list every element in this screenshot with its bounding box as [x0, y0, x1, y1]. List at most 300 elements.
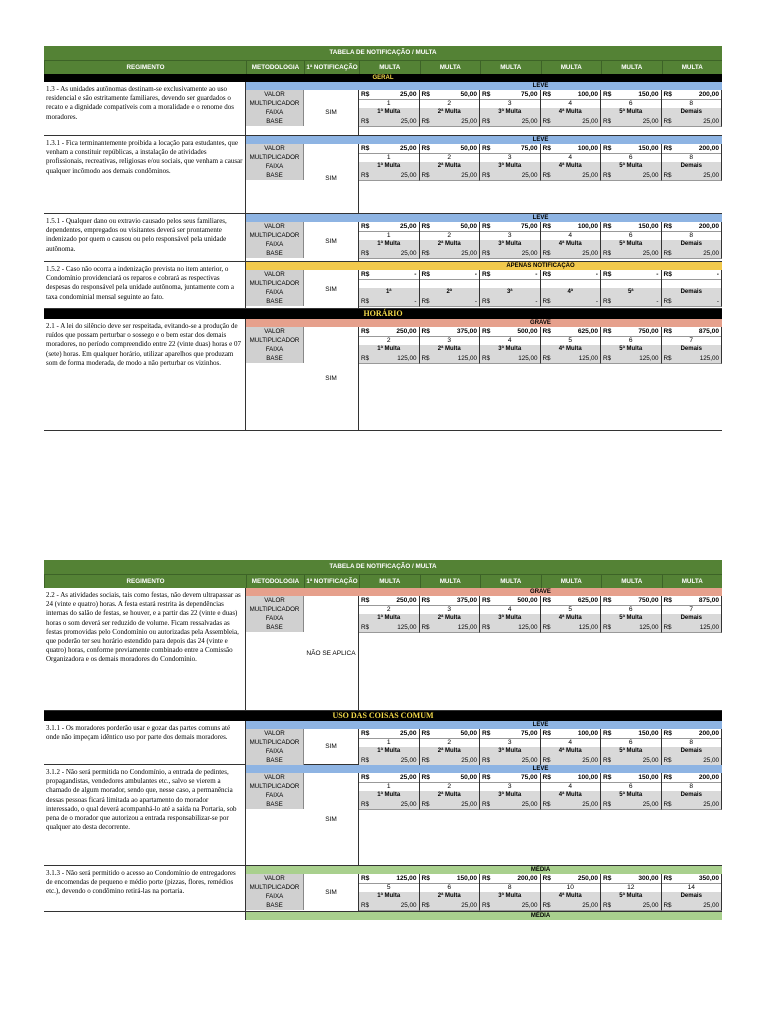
- currency: R$: [482, 172, 491, 179]
- base-value: [480, 354, 541, 364]
- multiplier-value: 4: [541, 782, 602, 792]
- currency: R$: [482, 730, 491, 737]
- amount: 25,00: [400, 757, 417, 764]
- currency: R$: [421, 624, 430, 631]
- range-value: 4ª Multa: [541, 747, 602, 757]
- currency: R$: [421, 597, 430, 604]
- base-value: [420, 171, 481, 181]
- col-multa: MULTA: [601, 61, 662, 74]
- amount: -: [535, 298, 538, 305]
- range-value: 2ª: [420, 288, 481, 298]
- multiplier-value: 1: [359, 738, 420, 748]
- amount: 200,00: [698, 223, 719, 230]
- severity-band: LEVE: [359, 82, 722, 90]
- range-value: Demais: [662, 162, 723, 172]
- range-value: 1ª Multa: [359, 892, 420, 902]
- range-value: Demais: [662, 108, 723, 118]
- currency: R$: [361, 624, 370, 631]
- label-base: BASE: [246, 297, 304, 306]
- currency: R$: [603, 145, 612, 152]
- amount: 100,00: [577, 730, 598, 737]
- label-valor: VALOR: [246, 596, 304, 606]
- col-notificacao: 1ª NOTIFICAÇÃO: [304, 61, 359, 74]
- range-value: 2ª Multa: [420, 108, 481, 118]
- amount: -: [474, 298, 477, 305]
- severity-band: LEVE: [359, 721, 722, 729]
- currency: R$: [421, 730, 430, 737]
- base-value: [480, 623, 541, 633]
- amount: 75,00: [520, 91, 538, 98]
- label-multiplicador: MULTIPLICADOR: [246, 782, 304, 792]
- severity-band: LEVE: [359, 765, 722, 773]
- multiplier-value: 3: [480, 782, 541, 792]
- multiplier-value: 5: [541, 336, 602, 346]
- amount: 750,00: [638, 328, 659, 335]
- range-value: 5ª Multa: [601, 108, 662, 118]
- amount: 25,00: [399, 223, 417, 230]
- severity-band: LEVE: [359, 136, 722, 144]
- label-base: BASE: [246, 171, 304, 180]
- base-value: [420, 623, 481, 633]
- multiplier-value: 6: [601, 336, 662, 346]
- range-value: 1ª: [359, 288, 420, 298]
- range-value: 4ª Multa: [541, 892, 602, 902]
- currency: R$: [482, 624, 491, 631]
- currency: R$: [542, 624, 551, 631]
- multiplier-value: 3: [480, 99, 541, 109]
- range-value: 1ª Multa: [359, 747, 420, 757]
- amount: 25,00: [642, 902, 659, 909]
- amount: 125,00: [639, 355, 659, 362]
- range-value: 5ª Multa: [601, 345, 662, 355]
- range-value: 3ª Multa: [480, 892, 541, 902]
- amount: 125,00: [699, 624, 719, 631]
- range-value: 4ª Multa: [541, 345, 602, 355]
- amount: 25,00: [521, 902, 538, 909]
- amount: 50,00: [460, 730, 477, 737]
- label-faixa: FAIXA: [246, 162, 304, 172]
- amount: 375,00: [456, 328, 477, 335]
- currency: R$: [663, 298, 672, 305]
- amount: 125,00: [397, 624, 417, 631]
- currency: R$: [603, 91, 612, 98]
- base-value: [662, 117, 723, 127]
- base-value: [420, 800, 481, 810]
- multiplier-value: 8: [662, 99, 723, 109]
- col-multa: MULTA: [601, 575, 662, 588]
- multiplier-value: 3: [480, 738, 541, 748]
- notification-value: SIM: [304, 270, 359, 308]
- amount: -: [595, 271, 598, 278]
- base-value: [420, 354, 481, 364]
- range-value: 3ª: [480, 288, 541, 298]
- amount: 125,00: [518, 624, 538, 631]
- col-metodologia: METODOLOGIA: [246, 61, 304, 74]
- severity-band: MÉDIA: [359, 866, 722, 874]
- range-value: 5ª Multa: [601, 747, 662, 757]
- amount: 25,00: [521, 250, 538, 257]
- range-value: 1ª Multa: [359, 614, 420, 624]
- amount: 25,00: [582, 757, 598, 764]
- range-value: 4ª Multa: [541, 108, 602, 118]
- multiplier-value: 6: [601, 738, 662, 748]
- amount: -: [716, 271, 719, 278]
- amount: 25,00: [461, 902, 477, 909]
- label-multiplicador: MULTIPLICADOR: [246, 99, 304, 109]
- amount: 50,00: [460, 91, 477, 98]
- band-pad: [246, 214, 359, 222]
- currency: R$: [542, 774, 551, 781]
- range-value: Demais: [662, 614, 723, 624]
- severity-band: GRAVE: [359, 319, 722, 327]
- amount: 25,00: [703, 172, 719, 179]
- base-value: [541, 297, 602, 307]
- amount: 25,00: [582, 902, 598, 909]
- multiplier-value: 12: [601, 883, 662, 893]
- label-valor: VALOR: [246, 773, 304, 783]
- severity-band: LEVE: [359, 214, 722, 222]
- multiplier-value: 6: [601, 153, 662, 163]
- label-base: BASE: [246, 354, 304, 363]
- label-base: BASE: [246, 800, 304, 809]
- table-title: TABELA DE NOTIFICAÇÃO / MULTA: [44, 46, 722, 61]
- label-faixa: FAIXA: [246, 288, 304, 298]
- amount: 25,00: [582, 118, 598, 125]
- amount: 25,00: [642, 172, 659, 179]
- amount: 375,00: [456, 597, 477, 604]
- currency: R$: [663, 145, 672, 152]
- currency: R$: [663, 801, 672, 808]
- base-value: [601, 901, 662, 911]
- currency: R$: [603, 118, 612, 125]
- currency: R$: [482, 902, 491, 909]
- table-header: [44, 560, 722, 588]
- base-value: [541, 117, 602, 127]
- amount: 150,00: [638, 730, 659, 737]
- amount: 125,00: [699, 355, 719, 362]
- amount: 100,00: [577, 145, 598, 152]
- amount: 50,00: [460, 223, 477, 230]
- regimento-text: 1.3 - As unidades autônomas destinam-se exclusivamente ao uso residencial e são estritamente familiares, devendo ser guardados o recato e a dignidade compatíveis com a moralidade e o renome dos moradores.: [44, 82, 246, 135]
- amount: 875,00: [698, 328, 719, 335]
- currency: R$: [603, 223, 612, 230]
- currency: R$: [603, 875, 612, 882]
- table-row: [44, 866, 722, 912]
- base-value: [601, 249, 662, 259]
- regimento-text: 3.1.1 - Os moradores porderão usar e gozar das partes comuns até onde não impeçam idêntico uso por parte dos demais moradores.: [44, 721, 246, 764]
- currency: R$: [361, 757, 370, 764]
- regimento-text: 3.1.2 - Não será permitida no Condomínio, a entrada de pedintes, propagandistas, vendedores ambulantes etc., salvo se vierem a chamado de algum morador, sendo que, nesse caso, a permanência dessas pessoas ficará limitada ao apartamento do morador interessado, o qual deverá acompanhá-lo até a saída na Portaria, sob pena de o morador que autorizou a entrada responsabilizar-se por qualquer ato desta decorrente.: [44, 765, 246, 865]
- band-pad: [246, 912, 359, 920]
- currency: R$: [482, 355, 491, 362]
- amount: 125,00: [639, 624, 659, 631]
- col-regimento: REGIMENTO: [44, 61, 246, 74]
- label-multiplicador: MULTIPLICADOR: [246, 153, 304, 163]
- col-multa: MULTA: [420, 61, 481, 74]
- amount: 625,00: [577, 328, 598, 335]
- table-row: [44, 214, 722, 262]
- table-body: [44, 588, 722, 912]
- currency: R$: [361, 597, 370, 604]
- amount: 125,00: [578, 355, 598, 362]
- currency: R$: [421, 757, 430, 764]
- base-value: [662, 249, 723, 259]
- base-value: [359, 623, 420, 633]
- currency: R$: [663, 902, 672, 909]
- currency: R$: [663, 172, 672, 179]
- col-notificacao: 1ª NOTIFICAÇÃO: [304, 575, 359, 588]
- amount: 25,00: [642, 801, 659, 808]
- col-multa: MULTA: [541, 575, 602, 588]
- amount: 25,00: [461, 757, 477, 764]
- amount: 25,00: [399, 145, 417, 152]
- amount: 25,00: [399, 730, 417, 737]
- amount: 50,00: [460, 774, 477, 781]
- amount: 125,00: [396, 875, 417, 882]
- notification-value: SIM: [304, 144, 359, 213]
- base-value: [480, 800, 541, 810]
- amount: 25,00: [400, 801, 417, 808]
- range-value: 3ª Multa: [480, 747, 541, 757]
- base-value: [662, 800, 723, 810]
- amount: 25,00: [461, 801, 477, 808]
- table-row: [44, 82, 722, 136]
- base-value: [420, 901, 481, 911]
- label-multiplicador: MULTIPLICADOR: [246, 231, 304, 241]
- notification-value: SIM: [304, 874, 359, 911]
- range-value: 2ª Multa: [420, 240, 481, 250]
- multiplier-value: 8: [662, 231, 723, 241]
- regimento-text: [44, 912, 246, 920]
- currency: R$: [603, 355, 612, 362]
- currency: R$: [663, 250, 672, 257]
- currency: R$: [421, 145, 430, 152]
- notification-value: SIM: [304, 729, 359, 764]
- base-value: [541, 171, 602, 181]
- band-pad: [246, 136, 359, 144]
- base-value: [480, 117, 541, 127]
- label-valor: VALOR: [246, 270, 304, 280]
- multiplier-value: 2: [420, 99, 481, 109]
- amount: 25,00: [521, 801, 538, 808]
- section-horario: HORÁRIO: [44, 309, 722, 319]
- currency: R$: [542, 91, 551, 98]
- currency: R$: [663, 730, 672, 737]
- currency: R$: [361, 145, 370, 152]
- amount: 50,00: [460, 145, 477, 152]
- multiplier-value: 6: [601, 605, 662, 615]
- range-value: 2ª Multa: [420, 892, 481, 902]
- currency: R$: [603, 757, 612, 764]
- currency: R$: [663, 355, 672, 362]
- currency: R$: [542, 902, 551, 909]
- table-row: [44, 588, 722, 711]
- amount: 250,00: [396, 597, 417, 604]
- amount: 125,00: [397, 355, 417, 362]
- amount: 25,00: [582, 801, 598, 808]
- amount: 200,00: [698, 730, 719, 737]
- base-value: [420, 117, 481, 127]
- amount: 25,00: [582, 250, 598, 257]
- base-value: [420, 297, 481, 307]
- amount: 750,00: [638, 597, 659, 604]
- currency: R$: [421, 250, 430, 257]
- currency: R$: [421, 801, 430, 808]
- currency: R$: [542, 271, 551, 278]
- currency: R$: [421, 118, 430, 125]
- currency: R$: [663, 875, 672, 882]
- range-value: 3ª Multa: [480, 240, 541, 250]
- amount: 25,00: [642, 118, 659, 125]
- currency: R$: [482, 91, 491, 98]
- multiplier-value: 2: [420, 782, 481, 792]
- currency: R$: [542, 250, 551, 257]
- multiplier-value: 8: [662, 738, 723, 748]
- table-row: [44, 765, 722, 866]
- label-base: BASE: [246, 901, 304, 910]
- currency: R$: [421, 774, 430, 781]
- section-geral: GERAL: [44, 74, 722, 82]
- currency: R$: [361, 118, 370, 125]
- currency: R$: [421, 902, 430, 909]
- amount: 25,00: [703, 801, 719, 808]
- currency: R$: [361, 730, 370, 737]
- notification-table-2: [44, 560, 722, 920]
- currency: R$: [542, 172, 551, 179]
- regimento-text: 1.3.1 - Fica terminantemente proibida a locação para estudantes, que venham a constituir repúblicas, a instalação de atividades profissionais, recreativas, religiosas e/ou sociais, que venham a causar qualquer incômodo aos demais condôminos.: [44, 136, 246, 213]
- amount: 875,00: [698, 597, 719, 604]
- amount: 300,00: [638, 875, 659, 882]
- currency: R$: [542, 757, 551, 764]
- label-valor: VALOR: [246, 327, 304, 337]
- label-base: BASE: [246, 249, 304, 258]
- currency: R$: [542, 597, 551, 604]
- notification-value: SIM: [304, 327, 359, 430]
- base-value: [420, 249, 481, 259]
- amount: 100,00: [577, 774, 598, 781]
- multiplier-value: 6: [601, 782, 662, 792]
- base-value: [541, 800, 602, 810]
- label-valor: VALOR: [246, 90, 304, 100]
- range-value: Demais: [662, 892, 723, 902]
- amount: 125,00: [578, 624, 598, 631]
- base-value: [359, 297, 420, 307]
- currency: R$: [663, 328, 672, 335]
- amount: 25,00: [461, 172, 477, 179]
- currency: R$: [361, 875, 370, 882]
- base-value: [359, 800, 420, 810]
- range-value: 2ª Multa: [420, 162, 481, 172]
- range-value: 1ª Multa: [359, 240, 420, 250]
- base-value: [601, 171, 662, 181]
- multiplier-value: 4: [541, 99, 602, 109]
- band-pad: [246, 319, 359, 327]
- currency: R$: [361, 271, 370, 278]
- currency: R$: [542, 801, 551, 808]
- amount: 150,00: [456, 875, 477, 882]
- amount: 250,00: [577, 875, 598, 882]
- multiplier-value: 1: [359, 99, 420, 109]
- col-multa: MULTA: [541, 61, 602, 74]
- currency: R$: [542, 118, 551, 125]
- range-value: 4ª Multa: [541, 791, 602, 801]
- amount: 25,00: [703, 118, 719, 125]
- amount: 25,00: [703, 902, 719, 909]
- table-row: [44, 136, 722, 214]
- amount: 100,00: [577, 223, 598, 230]
- label-faixa: FAIXA: [246, 747, 304, 757]
- multiplier-value: 4: [541, 738, 602, 748]
- range-value: 4ª Multa: [541, 614, 602, 624]
- section-uso-coisas-comum: USO DAS COISAS COMUM: [44, 711, 722, 721]
- amount: -: [414, 271, 417, 278]
- col-multa: MULTA: [480, 61, 541, 74]
- currency: R$: [603, 250, 612, 257]
- range-value: 4ª Multa: [541, 240, 602, 250]
- table-row: [44, 319, 722, 431]
- range-value: 5ª Multa: [601, 162, 662, 172]
- currency: R$: [361, 328, 370, 335]
- label-faixa: FAIXA: [246, 108, 304, 118]
- amount: 25,00: [461, 250, 477, 257]
- multiplier-value: 1: [359, 782, 420, 792]
- range-value: Demais: [662, 240, 723, 250]
- amount: 500,00: [517, 597, 538, 604]
- multiplier-value: 2: [359, 336, 420, 346]
- col-multa: MULTA: [662, 575, 723, 588]
- range-value: 5ª Multa: [601, 892, 662, 902]
- amount: -: [535, 271, 538, 278]
- currency: R$: [603, 298, 612, 305]
- base-value: [359, 901, 420, 911]
- amount: 75,00: [520, 145, 538, 152]
- range-value: 4ª: [541, 288, 602, 298]
- currency: R$: [603, 624, 612, 631]
- label-valor: VALOR: [246, 729, 304, 739]
- currency: R$: [421, 223, 430, 230]
- regimento-text: 2.2 - As atividades sociais, tais como festas, não devem ultrapassar as 24 (vinte e quatro) horas. A festa estará restrita às dependências internas do salão de festas, se houver, e a partir das 22 (vinte e duas) horas o som deverá ser reduzido de volume. Ficam ressalvadas as festas promovidas pelo Condomínio ou autorizadas pela Assembleia, que poderão ter seu horário estendido para depois das 24 (vinte e quatro) horas, conforme previamente combinado entre a Comissão Organizadora e os demais moradores do Condomínio.: [44, 588, 246, 710]
- base-value: [662, 297, 723, 307]
- amount: 25,00: [461, 118, 477, 125]
- range-value: 3ª Multa: [480, 345, 541, 355]
- currency: R$: [542, 223, 551, 230]
- currency: R$: [542, 730, 551, 737]
- currency: R$: [482, 118, 491, 125]
- multiplier-value: 2: [420, 231, 481, 241]
- range-value: 5ª Multa: [601, 240, 662, 250]
- multiplier-value: 3: [480, 231, 541, 241]
- multiplier-value: 4: [480, 605, 541, 615]
- amount: 75,00: [520, 774, 538, 781]
- multiplier-value: 4: [480, 336, 541, 346]
- label-multiplicador: MULTIPLICADOR: [246, 883, 304, 893]
- amount: -: [474, 271, 477, 278]
- amount: -: [414, 298, 417, 305]
- multiplier-value: 3: [420, 605, 481, 615]
- amount: -: [595, 298, 598, 305]
- col-multa: MULTA: [359, 575, 420, 588]
- currency: R$: [603, 172, 612, 179]
- label-valor: VALOR: [246, 222, 304, 232]
- multiplier-value: 4: [541, 231, 602, 241]
- base-value: [359, 117, 420, 127]
- base-value: [541, 354, 602, 364]
- band-pad: [246, 866, 359, 874]
- currency: R$: [542, 298, 551, 305]
- amount: -: [716, 298, 719, 305]
- currency: R$: [663, 118, 672, 125]
- base-value: [480, 249, 541, 259]
